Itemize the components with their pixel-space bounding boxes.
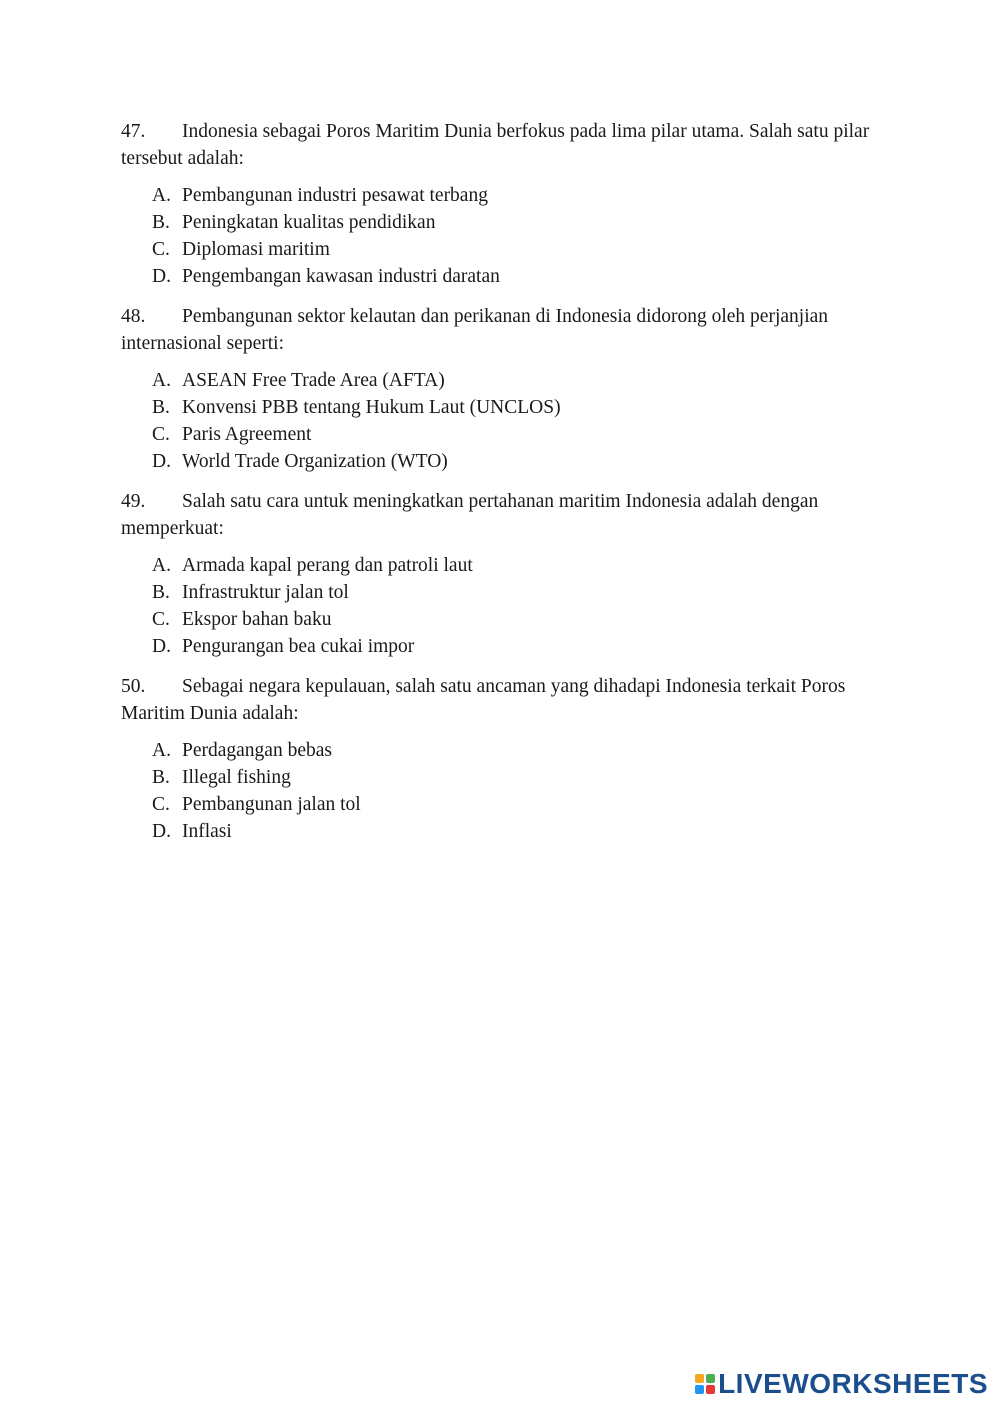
question-number: 49. — [121, 491, 146, 512]
option-letter: D. — [152, 266, 171, 287]
option-a — [152, 737, 881, 764]
option-letter: C. — [152, 794, 170, 815]
logo-square-icon — [706, 1374, 715, 1383]
option-c — [152, 421, 881, 448]
question-47 — [121, 118, 881, 290]
option-d — [152, 448, 881, 475]
option-text: Pengembangan kawasan industri daratan — [182, 266, 500, 287]
option-text: Inflasi — [182, 821, 232, 842]
question-prompt: Salah satu cara untuk meningkatkan pertahanan maritim Indonesia adalah dengan memperkuat: — [121, 491, 819, 539]
option-text: Pembangunan jalan tol — [182, 794, 361, 815]
option-a — [152, 367, 881, 394]
question-number: 50. — [121, 676, 146, 697]
question-prompt: Pembangunan sektor kelautan dan perikanan di Indonesia didorong oleh perjanjian internasional seperti: — [121, 306, 829, 354]
option-letter: A. — [152, 370, 171, 391]
option-letter: D. — [152, 451, 171, 472]
option-letter: A. — [152, 740, 171, 761]
option-letter: D. — [152, 821, 171, 842]
question-text — [121, 488, 881, 542]
question-prompt: Sebagai negara kepulauan, salah satu ancaman yang dihadapi Indonesia terkait Poros Maritim Dunia adalah: — [121, 676, 846, 724]
logo-text: LIVEWORKSHEETS — [718, 1368, 988, 1399]
option-c — [152, 236, 881, 263]
logo-square-icon — [706, 1385, 715, 1394]
option-c — [152, 606, 881, 633]
option-b — [152, 764, 881, 791]
option-text: Diplomasi maritim — [182, 239, 330, 260]
logo-square-icon — [695, 1385, 704, 1394]
options-list — [121, 552, 881, 660]
option-text: Peningkatan kualitas pendidikan — [182, 212, 436, 233]
option-text: ASEAN Free Trade Area (AFTA) — [182, 370, 445, 391]
options-list — [121, 367, 881, 475]
option-d — [152, 818, 881, 845]
option-b — [152, 579, 881, 606]
option-text: Paris Agreement — [182, 424, 312, 445]
question-number: 48. — [121, 306, 146, 327]
option-text: Konvensi PBB tentang Hukum Laut (UNCLOS) — [182, 397, 561, 418]
liveworksheets-logo — [695, 1368, 988, 1400]
question-50 — [121, 673, 881, 845]
option-text: World Trade Organization (WTO) — [182, 451, 448, 472]
option-text: Illegal fishing — [182, 767, 291, 788]
option-b — [152, 394, 881, 421]
liveworksheets-logo-icon — [695, 1374, 715, 1394]
option-letter: C. — [152, 424, 170, 445]
option-text: Pembangunan industri pesawat terbang — [182, 185, 488, 206]
question-text — [121, 673, 881, 727]
option-letter: B. — [152, 767, 170, 788]
options-list — [121, 737, 881, 845]
option-letter: C. — [152, 239, 170, 260]
option-letter: A. — [152, 555, 171, 576]
option-a — [152, 182, 881, 209]
question-text — [121, 118, 881, 172]
option-text: Perdagangan bebas — [182, 740, 332, 761]
logo-square-icon — [695, 1374, 704, 1383]
option-d — [152, 633, 881, 660]
option-text: Ekspor bahan baku — [182, 609, 332, 630]
question-prompt: Indonesia sebagai Poros Maritim Dunia berfokus pada lima pilar utama. Salah satu pilar tersebut adalah: — [121, 121, 870, 169]
option-a — [152, 552, 881, 579]
option-d — [152, 263, 881, 290]
question-48 — [121, 303, 881, 475]
option-letter: B. — [152, 582, 170, 603]
option-letter: A. — [152, 185, 171, 206]
options-list — [121, 182, 881, 290]
option-letter: B. — [152, 397, 170, 418]
option-text: Armada kapal perang dan patroli laut — [182, 555, 473, 576]
option-text: Infrastruktur jalan tol — [182, 582, 349, 603]
question-49 — [121, 488, 881, 660]
question-text — [121, 303, 881, 357]
option-letter: D. — [152, 636, 171, 657]
option-b — [152, 209, 881, 236]
worksheet-page — [121, 118, 881, 858]
option-letter: B. — [152, 212, 170, 233]
option-text: Pengurangan bea cukai impor — [182, 636, 415, 657]
option-letter: C. — [152, 609, 170, 630]
option-c — [152, 791, 881, 818]
question-number: 47. — [121, 121, 146, 142]
